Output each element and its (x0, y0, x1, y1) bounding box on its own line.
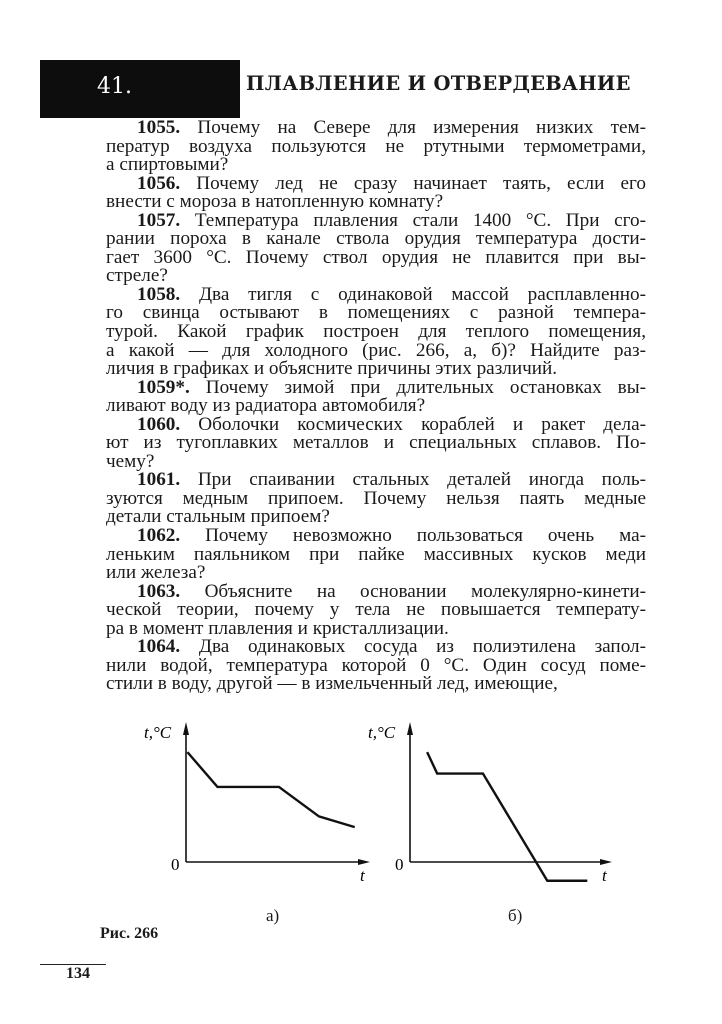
problem-text: зуются медным припоем. Почему нельзя паять медные (106, 487, 646, 509)
problem-text: леньким паяльником при пайке массивных кусков меди (106, 543, 646, 565)
problem-text: личия в графиках и объясните причины этих различий. (106, 358, 558, 380)
problem-text: Почему на Севере для измерения низких тем- (197, 117, 647, 138)
y-axis-label: t,°C (144, 723, 172, 742)
graph-b-label: б) (508, 906, 523, 925)
problem-text: ператур воздуха пользуются не ртутными термометрами, (106, 135, 646, 157)
problem-text: детали стальным припоем? (106, 506, 330, 528)
problem-text: го свинца остывают в помещениях с разной темпера- (106, 302, 646, 324)
y-axis-arrow-icon (183, 722, 189, 735)
x-axis-label: t (360, 866, 365, 885)
problem-text: Температура плавления стали 1400 °С. При сго- (194, 209, 647, 231)
problem-text: внести с мороза в натопленную комнату? (106, 191, 444, 213)
problem-text: Почему лед не сразу начинает таять, если его (196, 172, 646, 194)
problem-text: Два тигля с одинаковой массой расплавленно- (198, 283, 647, 305)
problem-text: а спиртовыми? (106, 154, 229, 176)
problem-number: 1058. (137, 283, 181, 305)
problem-number: 1057. (137, 209, 181, 231)
problem-text: нили водой, температура которой 0 °С. Один сосуд поме- (106, 654, 646, 676)
problem-text: Объясните на основании молекулярно-кинети- (204, 580, 647, 602)
problem-number: 1056. (137, 172, 181, 194)
problem-text: Два одинаковых сосуда из полиэтилена запол- (198, 636, 647, 658)
x-axis-label: t (602, 866, 607, 885)
problem-number: 1062. (137, 525, 181, 547)
problem-text: а какой — для холодного (рис. 266, а, б)? Найдите раз- (106, 339, 646, 361)
problem-text: ра в момент плавления и кристаллизации. (106, 617, 449, 639)
page-number: 134 (66, 965, 90, 982)
problem-text: ют из тугоплавких металлов и специальных сплавов. По- (106, 432, 646, 454)
y-axis-arrow-icon (407, 722, 413, 735)
problem-text: стили в воду, другой — в измельченный лед, имеющие, (106, 673, 558, 695)
problem-text: гает 3600 °С. Почему ствол орудия не плавится при вы- (106, 246, 646, 268)
problem-text: стреле? (106, 265, 168, 287)
problem-number: 1063. (137, 580, 181, 602)
problem-text: ливают воду из радиатора автомобиля? (106, 395, 426, 417)
problem-number: 1061. (137, 469, 181, 491)
x-axis-arrow-icon (600, 859, 612, 865)
problem-number: 1060. (137, 413, 181, 435)
section-number: 41. (97, 74, 132, 99)
temperature-curve (187, 752, 354, 827)
problem-number: 1064. (137, 636, 181, 658)
problem-text: или железа? (106, 562, 206, 584)
problem-text: рании пороха в канале ствола орудия температура дости- (106, 228, 646, 250)
problem-text: ческой теории, почему у тела не повышается температу- (106, 599, 646, 621)
problem-text: Оболочки космических кораблей и ракет дела- (198, 413, 647, 435)
graph-a-label: а) (266, 906, 280, 925)
problem-text: Почему невозможно пользоваться очень ма- (205, 525, 646, 547)
problem-text: турой. Какой график построен для теплого помещения, (106, 321, 646, 343)
y-axis-label: t,°C (368, 723, 396, 742)
x-axis-arrow-icon (358, 859, 370, 865)
problem-number: 1059*. (137, 376, 190, 398)
figure-caption: Рис. 266 (100, 925, 159, 942)
problem-text: Почему зимой при длительных остановках вы- (205, 376, 646, 398)
origin-label: 0 (395, 855, 404, 874)
origin-label: 0 (171, 855, 180, 874)
problem-text: чему? (106, 450, 155, 472)
problem-text: При спаивании стальных деталей иногда поль- (197, 469, 647, 491)
section-title: ПЛАВЛЕНИЕ И ОТВЕРДЕВАНИЕ (246, 72, 631, 95)
problem-number: 1055. (137, 117, 181, 138)
